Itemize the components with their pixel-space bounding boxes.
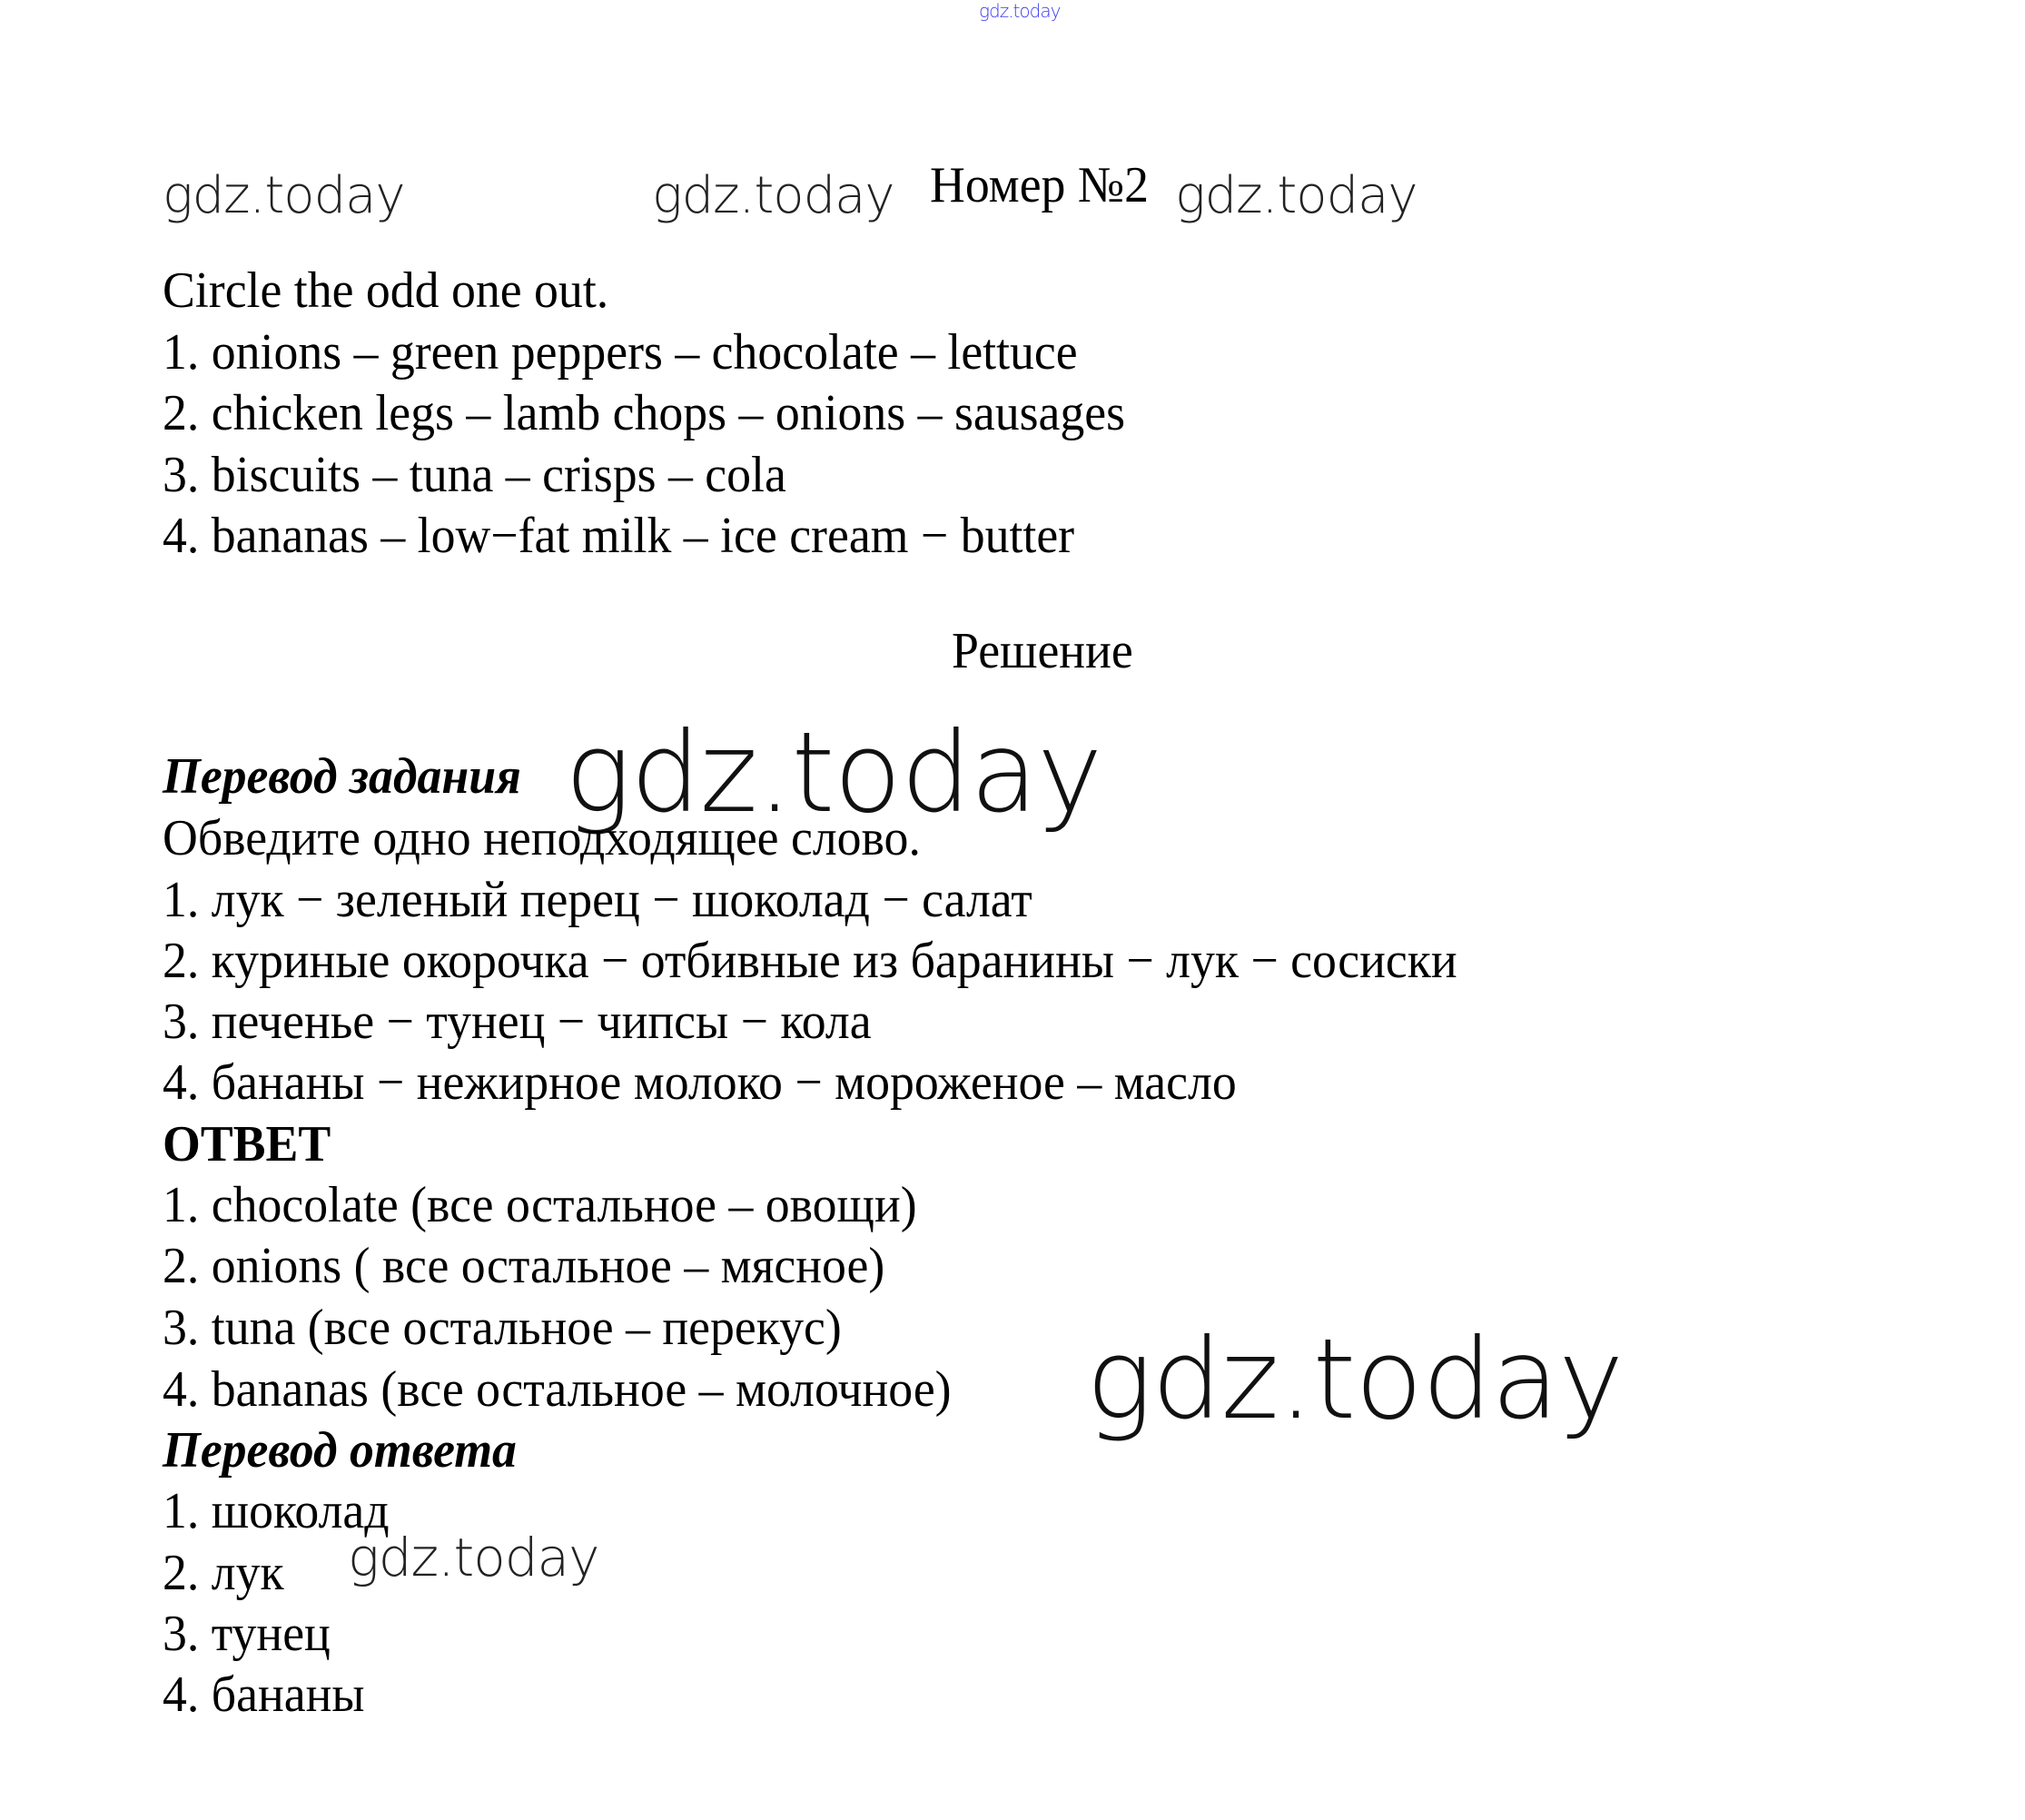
task-item: 4. bananas – low−fat milk – ice cream − butter [163,508,1075,564]
answer-item: 1. chocolate (все остальное – овощи) [163,1177,917,1233]
page-title: Номер №2 [930,157,1150,213]
task-item: 3. biscuits – tuna – crisps – cola [163,447,786,503]
answer-item: 2. onions ( все остальное – мясное) [163,1238,885,1294]
translation-item: 4. бананы − нежирное молоко − мороженое – масло [163,1054,1237,1111]
watermark: gdz.today [652,166,894,225]
translation-item: 2. куриные окорочка − отбивные из баранины − лук − сосиски [163,933,1457,989]
task-instruction: Circle the odd one out. [163,262,609,319]
task-item: 2. chicken legs – lamb chops – onions – sausages [163,385,1126,441]
watermark: gdz.today [1175,166,1418,225]
answer-translation-item: 1. шоколад [163,1483,390,1539]
answer-translation-item: 3. тунец [163,1606,331,1662]
answer-translation-heading: Перевод ответа [163,1422,517,1479]
translation-heading: Перевод задания [163,748,521,805]
translation-item: 3. печенье − тунец − чипсы − кола [163,994,872,1050]
watermark-top: gdz.today [979,0,1061,22]
answer-translation-item: 2. лук [163,1545,284,1601]
translation-instruction: Обведите одно неподходящее слово. [163,810,921,866]
watermark: gdz.today [348,1527,599,1588]
answer-heading: ОТВЕТ [163,1116,331,1172]
answer-item: 3. tuna (все остальное – перекус) [163,1300,842,1356]
task-item: 1. onions – green peppers – chocolate – lettuce [163,324,1078,381]
answer-translation-item: 4. бананы [163,1667,365,1723]
translation-item: 1. лук − зеленый перец − шоколад − салат [163,872,1032,928]
watermark: gdz.today [163,166,405,225]
watermark: gdz.today [565,708,1102,837]
answer-item: 4. bananas (все остальное – молочное) [163,1361,952,1418]
solution-heading: Решение [952,623,1133,679]
watermark: gdz.today [1086,1315,1624,1444]
